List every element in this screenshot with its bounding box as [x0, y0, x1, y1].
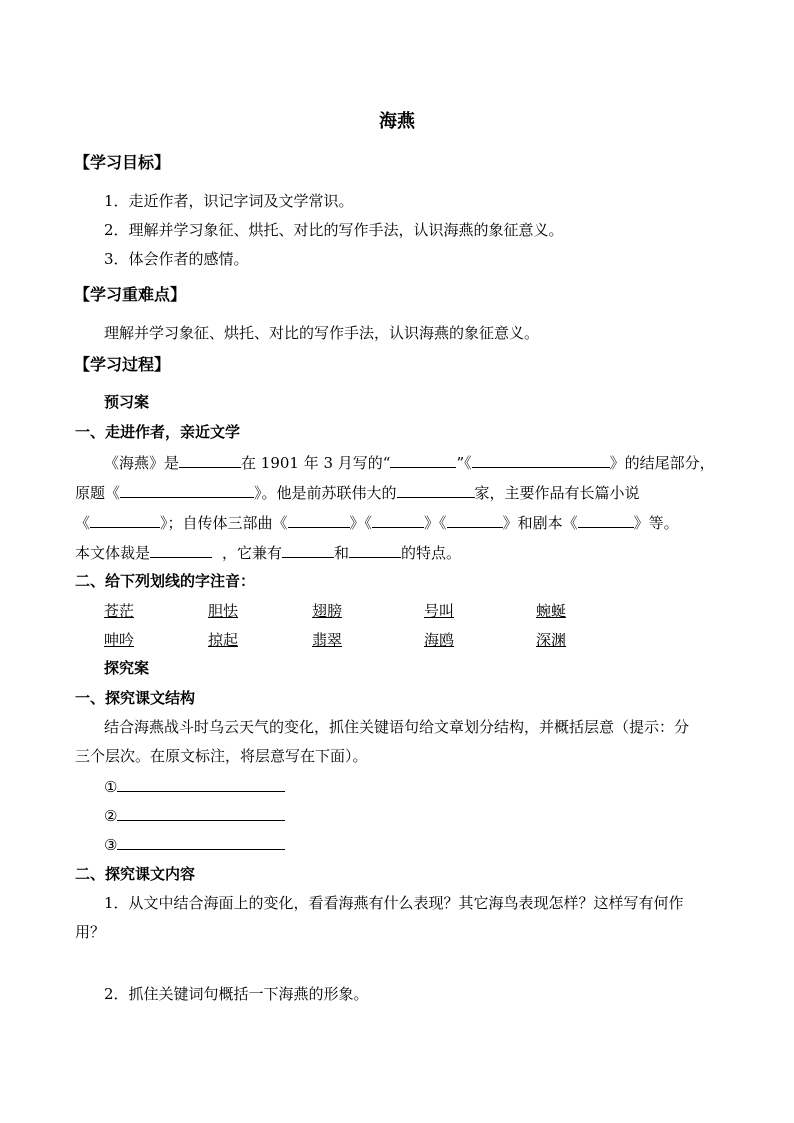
text-seg: 《海燕》是 [104, 454, 180, 472]
pinyin-word: 掠起 [208, 631, 239, 649]
answer-line-3 [104, 833, 285, 854]
author-line-2 [75, 481, 640, 503]
section-heading-process: 【学习过程】 [74, 355, 171, 374]
circled-number: ③ [104, 836, 118, 854]
pinyin-word: 呻吟 [104, 631, 135, 649]
author-line-4 [75, 541, 461, 563]
pinyin-word: 号叫 [424, 602, 455, 620]
answer-blank[interactable] [117, 833, 285, 850]
circled-number: ① [104, 778, 118, 796]
text-seg: 》等。 [633, 514, 679, 532]
pinyin-word: 深渊 [536, 631, 567, 649]
section-heading-goals: 【学习目标】 [74, 153, 171, 172]
blank-work[interactable] [390, 451, 456, 468]
pinyin-word: 蜿蜒 [536, 602, 567, 620]
text-seg: 》。他是前苏联伟大的 [254, 484, 397, 502]
text-seg: 》《 [349, 514, 373, 532]
pinyin-word: 海鸥 [424, 631, 455, 649]
blank-feature-2[interactable] [349, 541, 401, 558]
goal-item-3: 3．体会作者的感情。 [104, 250, 249, 268]
text-seg: 家，主要作品有长篇小说 [474, 484, 640, 502]
blank-profession[interactable] [397, 481, 475, 498]
author-line-3 [75, 511, 679, 533]
explore-part1-heading: 一、探究课文结构 [75, 689, 196, 707]
text-seg: 》；自传体三部曲《 [160, 514, 288, 532]
pinyin-word: 胆怯 [208, 602, 239, 620]
structure-instruction-line1: 结合海燕战斗时乌云天气的变化，抓住关键语句给文章划分结构，并概括层意（提示：分 [104, 718, 690, 736]
text-seg: 《 [75, 514, 91, 532]
text-seg: 本文体裁是 [75, 544, 151, 562]
author-line-1 [104, 451, 715, 473]
goal-item-2: 2．理解并学习象征、烘托、对比的写作手法，认识海燕的象征意义。 [104, 221, 564, 239]
text-seg: 》的结尾部分， [609, 454, 715, 472]
explore-part2-heading: 二、探究课文内容 [75, 865, 196, 883]
question-1-line2: 用？ [75, 923, 106, 941]
text-seg: ，它兼有 [222, 544, 283, 562]
text-seg: 》《 [424, 514, 447, 532]
section-heading-keypoints: 【学习重难点】 [74, 285, 187, 304]
preview-label: 预习案 [104, 393, 150, 411]
text-seg: 》和剧本《 [502, 514, 578, 532]
keypoint-text: 理解并学习象征、烘托、对比的写作手法，认识海燕的象征意义。 [104, 324, 540, 342]
text-seg: 原题《 [75, 484, 121, 502]
answer-blank[interactable] [117, 775, 285, 792]
structure-instruction-line2: 三个层次。在原文标注，将层意写在下面）。 [75, 747, 368, 765]
blank-feature-1[interactable] [282, 541, 334, 558]
blank-trilogy-3[interactable] [447, 511, 503, 528]
question-1-line1: 1．从文中结合海面上的变化，看看海燕有什么表现？其它海鸟表现怎样？这样写有何作 [104, 894, 684, 912]
circled-number: ② [104, 807, 118, 825]
pinyin-word: 翅膀 [312, 602, 343, 620]
text-seg: 在 1901 年 3 月写的“ [241, 454, 391, 472]
blank-genre[interactable] [150, 541, 212, 558]
goal-item-1: 1．走近作者，识记字词及文学常识。 [104, 192, 354, 210]
text-seg: 的特点。 [401, 544, 462, 562]
text-seg: ”《 [456, 454, 472, 472]
blank-long-novel[interactable] [90, 511, 160, 528]
blank-original-title[interactable] [120, 481, 254, 498]
pinyin-word: 翡翠 [312, 631, 343, 649]
blank-novel[interactable] [472, 451, 610, 468]
answer-blank[interactable] [117, 804, 285, 821]
pinyin-word: 苍茫 [104, 602, 135, 620]
preview-part1-heading: 一、走进作者，亲近文学 [75, 423, 241, 441]
answer-line-1 [104, 775, 285, 796]
blank-author[interactable] [179, 451, 241, 468]
text-seg: 和 [334, 544, 350, 562]
page-title: 海燕 [379, 111, 415, 132]
blank-trilogy-2[interactable] [372, 511, 424, 528]
preview-part2-heading: 二、给下列划线的字注音： [75, 572, 256, 590]
blank-play[interactable] [578, 511, 634, 528]
question-2: 2．抓住关键词句概括一下海燕的形象。 [104, 985, 369, 1003]
explore-label: 探究案 [104, 659, 150, 677]
answer-line-2 [104, 804, 285, 825]
blank-trilogy-1[interactable] [288, 511, 350, 528]
